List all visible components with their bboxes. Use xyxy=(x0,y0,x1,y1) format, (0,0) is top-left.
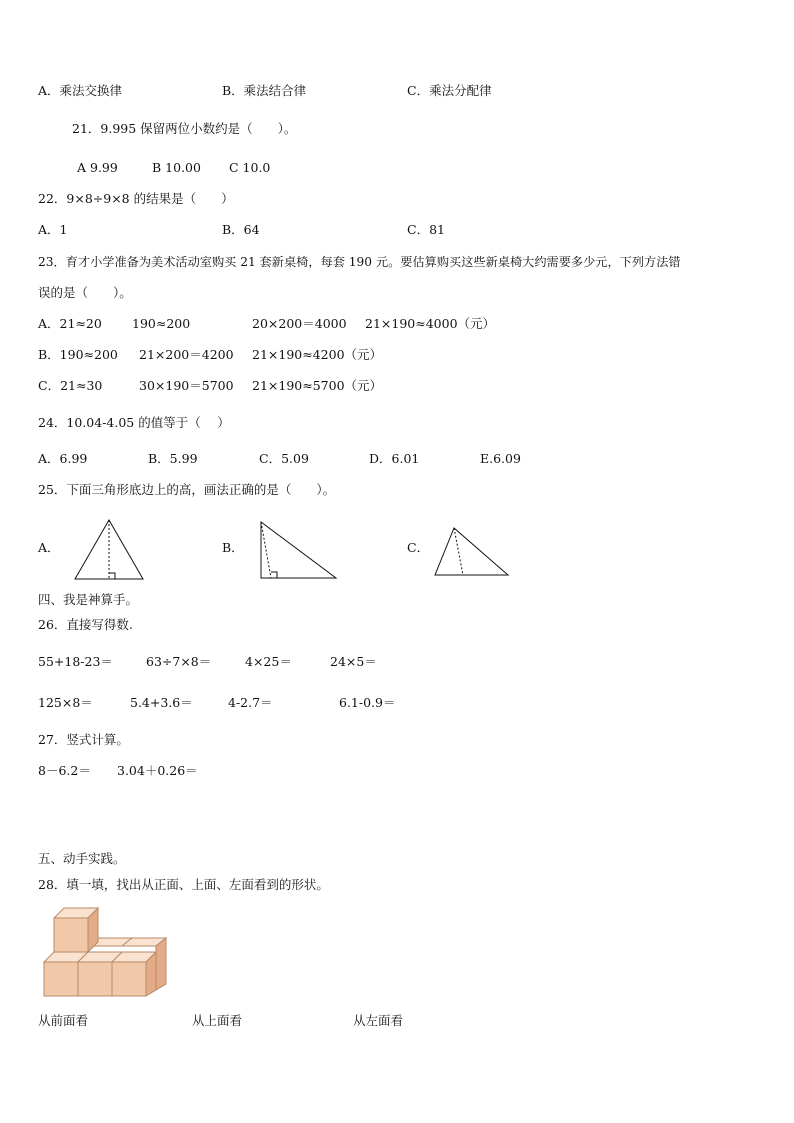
q26-expr: 63÷7×8＝ xyxy=(146,654,212,669)
q24-option-c: C．5.09 xyxy=(259,451,309,466)
q24-stem: 24．10.04-4.05 的值等于（ ） xyxy=(38,415,230,430)
q25-label-b: B． xyxy=(222,540,244,555)
q20-option-b: B．乘法结合律 xyxy=(222,83,307,98)
section-5-heading: 五、动手实践。 xyxy=(38,851,126,866)
q23-c-step2: 30×190＝5700 xyxy=(139,378,234,393)
q26-stem: 26．直接写得数. xyxy=(38,617,133,632)
triangle-a-figure xyxy=(70,518,148,582)
q28-view-top: 从上面看 xyxy=(192,1013,243,1028)
q26-expr: 4×25＝ xyxy=(245,654,292,669)
q21-option-c: C 10.0 xyxy=(229,160,271,175)
section-4-heading: 四、我是神算手。 xyxy=(38,592,139,607)
q26-expr: 5.4+3.6＝ xyxy=(130,695,193,710)
q23-a-step3: 20×200＝4000 xyxy=(252,316,347,331)
q20-option-a: A．乘法交换律 xyxy=(38,83,123,98)
q22-option-b: B．64 xyxy=(222,222,260,237)
q28-view-front: 从前面看 xyxy=(38,1013,89,1028)
q23-b-step3: 21×190≈4200（元） xyxy=(252,347,383,362)
q28-view-left: 从左面看 xyxy=(353,1013,404,1028)
q24-option-a: A．6.99 xyxy=(38,451,88,466)
q27-item: 8－6.2＝ xyxy=(38,763,91,778)
q22-option-a: A．1 xyxy=(38,222,68,237)
q27-stem: 27．竖式计算。 xyxy=(38,732,129,747)
q23-a-step2: 190≈200 xyxy=(132,316,191,331)
q23-b-step2: 21×200＝4200 xyxy=(139,347,234,362)
q21-option-b: B 10.00 xyxy=(152,160,201,175)
q25-label-a: A． xyxy=(38,540,60,555)
q24-option-d: D．6.01 xyxy=(369,451,420,466)
q27-item: 3.04＋0.26＝ xyxy=(117,763,198,778)
q24-option-e: E.6.09 xyxy=(480,451,521,466)
q28-stem: 28．填一填，找出从正面、上面、左面看到的形状。 xyxy=(38,877,329,892)
triangle-b-figure xyxy=(256,518,340,582)
q23-a-step1: A．21≈20 xyxy=(38,316,102,331)
q23-a-step4: 21×190≈4000（元） xyxy=(365,316,496,331)
q26-expr: 4-2.7＝ xyxy=(228,695,273,710)
q23-c-step3: 21×190≈5700（元） xyxy=(252,378,383,393)
q23-c-step1: C．21≈30 xyxy=(38,378,103,393)
q23-stem-line2: 误的是（ ）。 xyxy=(38,285,132,300)
q25-label-c: C． xyxy=(407,540,430,555)
q26-expr: 55+18-23＝ xyxy=(38,654,113,669)
q26-expr: 6.1-0.9＝ xyxy=(339,695,396,710)
q21-option-a: A 9.99 xyxy=(77,160,118,175)
q26-expr: 24×5＝ xyxy=(330,654,377,669)
q26-expr: 125×8＝ xyxy=(38,695,93,710)
q21-stem: 21．9.995 保留两位小数约是（ ）。 xyxy=(72,121,297,136)
q23-b-step1: B．190≈200 xyxy=(38,347,118,362)
q22-stem: 22．9×8÷9×8 的结果是（ ） xyxy=(38,191,234,206)
q23-stem-line1: 23．育才小学准备为美术活动室购买 21 套新桌椅，每套 190 元。要估算购买这些新桌椅大约需要多少元，下列方法错 xyxy=(38,255,681,269)
q22-option-c: C．81 xyxy=(407,222,445,237)
q20-option-c: C．乘法分配律 xyxy=(407,83,492,98)
triangle-c-figure xyxy=(432,524,512,580)
q24-option-b: B．5.99 xyxy=(148,451,198,466)
cube-stack-figure xyxy=(40,904,172,1000)
q25-stem: 25．下面三角形底边上的高，画法正确的是（ ）。 xyxy=(38,482,336,497)
